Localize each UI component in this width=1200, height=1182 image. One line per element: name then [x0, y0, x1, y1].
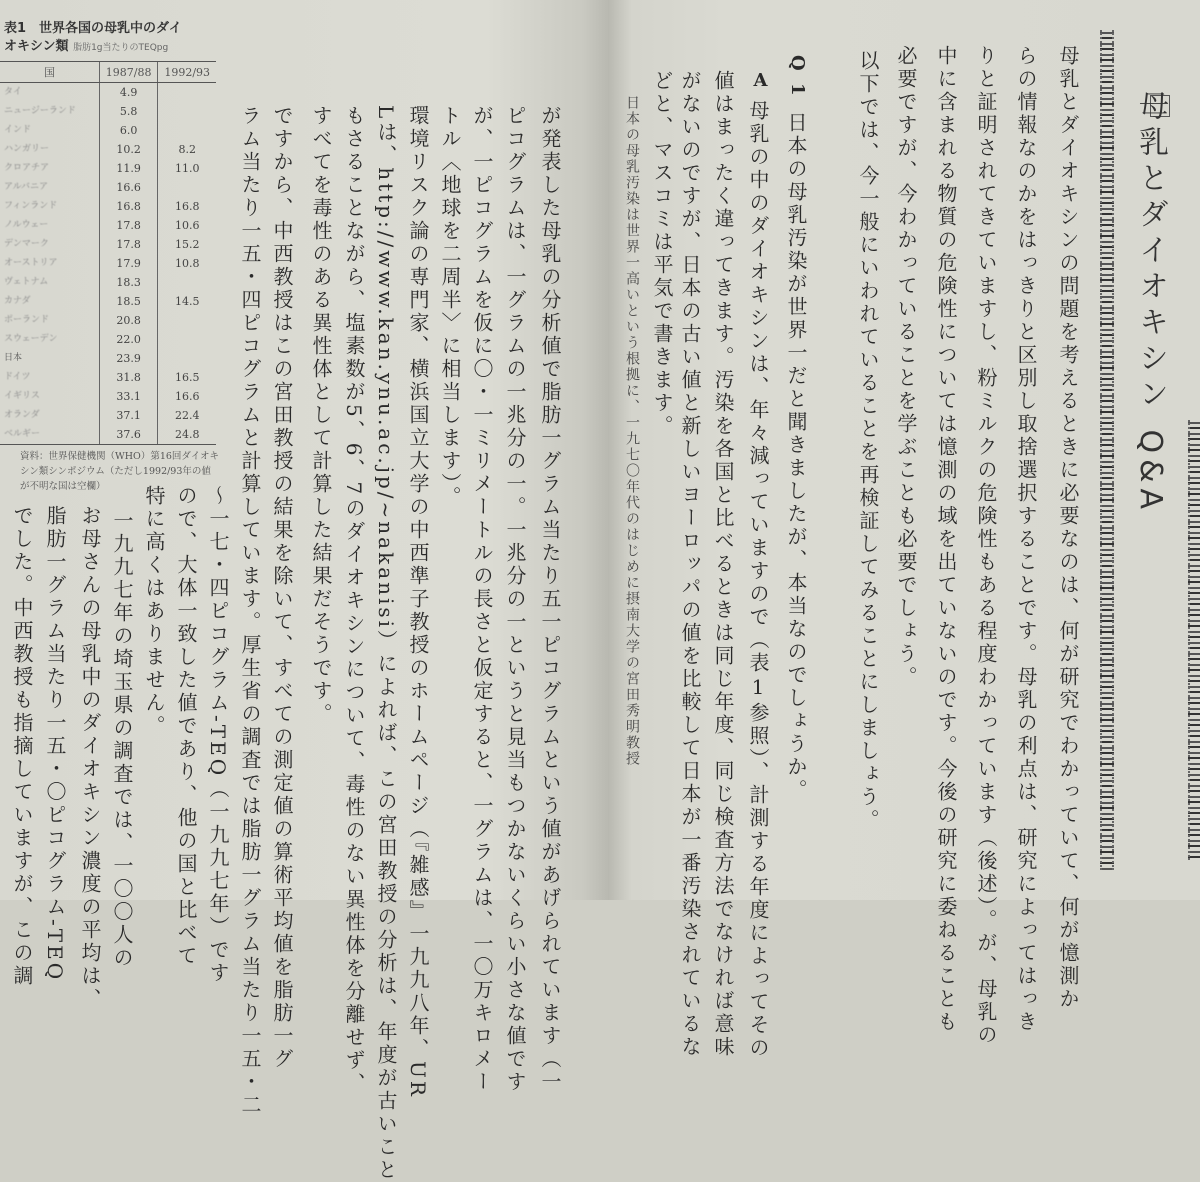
value-1992-93 [158, 121, 216, 140]
country-cell: ポーランド [4, 315, 50, 325]
intro-line-4: 中に含まれる物質の危険性については憶測の域を出ていないのです。今後の研究に委ねることも [934, 45, 958, 1034]
table-1 [0, 20, 230, 494]
value-1987-88: 23.9 [99, 349, 158, 368]
value-1992-93: 16.8 [158, 197, 216, 216]
value-1992-93 [158, 349, 216, 368]
value-1987-88: 17.8 [99, 216, 158, 235]
table-row [0, 292, 216, 311]
left-line-8: すべてを毒性のある異性体として計算した結果だそうです。 [309, 105, 333, 726]
value-1992-93: 8.2 [158, 140, 216, 159]
table-row [0, 387, 216, 406]
table-row [0, 235, 216, 254]
value-1987-88: 33.1 [99, 387, 158, 406]
left-line-14: 一九九七年の埼玉県の調査では、一〇〇人の [110, 510, 134, 970]
left-line-7: もさることながら、塩素数が5、6、7のダイオキシンについて、毒性のない異性体を分離せず、 [342, 105, 366, 1096]
intro-line-1: 母乳とダイオキシンの問題を考えるときに必要なのは、何が研究でわかっていて、何が憶測か [1056, 45, 1080, 1011]
left-line-1: が発表した母乳の分析値で脂肪一グラム当たり五一ピコグラムという値があげられています（一 [538, 105, 562, 1094]
country-cell: ニュージーランド [4, 106, 76, 116]
country-cell: タイ [4, 87, 22, 97]
table-row [0, 102, 216, 121]
country-cell: 日本 [4, 353, 23, 363]
left-line-12: ので、大体一致した値であり、他の国と比べて [174, 485, 198, 968]
table-row [0, 254, 216, 273]
country-cell: デンマーク [4, 239, 49, 249]
table-row [0, 83, 216, 103]
country-cell: スウェーデン [4, 334, 58, 344]
left-line-9: ですから、中西教授はこの宮田教授の結果を除いて、すべての測定値の算術平均値を脂肪一グ [270, 105, 294, 1071]
value-1992-93: 10.6 [158, 216, 216, 235]
intro-line-6: 以下では、今一般にいわれていることを再検証してみることにしましょう。 [856, 50, 880, 832]
value-1992-93: 10.8 [158, 254, 216, 273]
table-title-line-1: 表1 世界各国の母乳中のダイ [4, 21, 182, 36]
q1-question: 日本の母乳汚染が世界一だと聞きましたが、本当なのでしょうか。 [784, 112, 808, 802]
table-header-row [0, 62, 216, 83]
country-cell: ノルウェー [4, 220, 49, 230]
country-cell: オランダ [4, 410, 40, 420]
country-cell: カナダ [4, 296, 31, 306]
country-cell: オーストリア [4, 258, 58, 268]
table-row [0, 349, 216, 368]
left-line-16: 脂肪一グラム当たり一五・〇ピコグラム-TEQ [43, 505, 67, 983]
left-line-17: でした。中西教授も指摘していますが、この調 [10, 505, 34, 988]
value-1992-93: 22.4 [158, 406, 216, 425]
country-cell: アルバニア [4, 182, 49, 192]
table-title [0, 20, 230, 57]
value-1987-88: 11.9 [99, 159, 158, 178]
left-line-3: が、一ピコグラムを仮に〇・一ミリメートルの長さと仮定すると、一グラムは、一〇万キロメー [470, 105, 494, 1094]
chapter-title: 母乳とダイオキシン Q&A [1133, 90, 1168, 516]
table-row [0, 159, 216, 178]
value-1992-93: 24.8 [158, 425, 216, 445]
table-unit: 脂肪1g当たりのTEQpg [73, 43, 169, 53]
country-cell: インド [4, 125, 32, 135]
decorative-border-right [1188, 420, 1200, 860]
left-line-6-url: Lは、http://www.kan.ynu.ac.jp/~nakanisi）によれば、この宮田教授の分析は、年度が古いこと [374, 105, 398, 1182]
header-1992-93: 1992/93 [158, 62, 216, 83]
value-1992-93: 16.5 [158, 368, 216, 387]
value-1987-88: 18.5 [99, 292, 158, 311]
value-1987-88: 16.8 [99, 197, 158, 216]
value-1987-88: 4.9 [99, 83, 158, 103]
value-1987-88: 5.8 [99, 102, 158, 121]
a1-line-1: 母乳の中のダイオキシンは、年々減っていますので（表1参照）、計測する年度によってその [746, 100, 770, 1060]
value-1987-88: 17.8 [99, 235, 158, 254]
intro-line-5: 必要ですが、今わかっていることを学ぶことも必要でしょう。 [894, 45, 918, 689]
country-cell: ベルギー [0, 425, 99, 445]
country-cell: イギリス [4, 391, 40, 401]
table-title-line-2: オキシン類 [4, 39, 69, 54]
decorative-border-left [1100, 30, 1114, 870]
table-row [0, 178, 216, 197]
value-1987-88: 37.1 [99, 406, 158, 425]
country-cell: ヴェトナム [4, 277, 49, 287]
table-row [0, 330, 216, 349]
left-line-2: ピコグラムは、一グラムの一兆分の一。一兆分の一というと見当もつかないくらい小さな値です [503, 105, 527, 1094]
country-cell: ハンガリー [4, 144, 50, 154]
intro-line-3: りと証明されてきていますし、粉ミルクの危険性もある程度わかっています（後述）。が、母乳の [974, 45, 998, 1047]
value-1987-88: 6.0 [99, 121, 158, 140]
table-row [0, 121, 216, 140]
value-1992-93: 14.5 [158, 292, 216, 311]
value-1992-93 [158, 178, 216, 197]
left-line-13: 特に高くはありません。 [142, 485, 166, 738]
table-source-note: 資料：世界保健機関（WHO）第16回ダイオキシン類シンポジウム（ただし1992/93年の値が不明な国は空欄） [20, 451, 219, 492]
value-1987-88: 31.8 [99, 368, 158, 387]
value-1992-93 [158, 83, 216, 103]
q1-label: Q 1 [787, 55, 808, 99]
a1-line-4: どと、マスコミは平気で書きます。 [650, 70, 674, 438]
table-row [0, 140, 216, 159]
value-1992-93: 15.2 [158, 235, 216, 254]
a1-line-2: 値はまったく違ってきます。汚染を各国と比べるときは同じ年度、同じ検査方法でなければ意味 [711, 70, 735, 1059]
left-line-4: トル〈地球を二周半〉に相当します）。 [438, 105, 462, 509]
value-1992-93 [158, 311, 216, 330]
value-1987-88: 16.6 [99, 178, 158, 197]
value-1992-93: 16.6 [158, 387, 216, 406]
value-1987-88: 37.6 [99, 425, 158, 445]
value-1987-88: 22.0 [99, 330, 158, 349]
dioxin-table [0, 61, 216, 445]
table-row [0, 425, 216, 445]
a1-note: 日本の母乳汚染は世界一高いという根拠に、一九七〇年代のはじめに摂南大学の宮田秀明教授 [624, 95, 640, 767]
table-row [0, 311, 216, 330]
left-line-15: お母さんの母乳中のダイオキシン濃度の平均は、 [78, 505, 102, 1011]
value-1992-93 [158, 102, 216, 121]
left-line-5: 環境リスク論の専門家、横浜国立大学の中西準子教授のホームページ（『雑感』一九九八年、UR [406, 105, 430, 1099]
table-row [0, 197, 216, 216]
a1-line-3: がないのですが、日本の古い値と新しいヨーロッパの値を比較して日本が一番汚染されているな [678, 70, 702, 1059]
intro-line-2: らの情報なのかをはっきりと区別し取捨選択することです。母乳の利点は、研究によってはっき [1014, 45, 1038, 1034]
value-1992-93 [158, 273, 216, 292]
value-1987-88: 20.8 [99, 311, 158, 330]
value-1987-88: 10.2 [99, 140, 158, 159]
value-1992-93: 11.0 [158, 159, 216, 178]
table-row [0, 216, 216, 235]
left-line-11: 〜一七・四ピコグラム-TEQ（一九九七年）です [206, 485, 230, 986]
table-row [0, 368, 216, 387]
header-country: 国 [0, 62, 99, 83]
left-line-10: ラム当たり一五・四ピコグラムと計算しています。厚生省の調査では脂肪一グラム当たり一五・二 [238, 105, 262, 1117]
table-row [0, 273, 216, 292]
header-1987-88: 1987/88 [99, 62, 158, 83]
value-1992-93 [158, 330, 216, 349]
country-cell: ドイツ [4, 372, 31, 382]
value-1987-88: 18.3 [99, 273, 158, 292]
a1-label: A [750, 70, 771, 94]
value-1987-88: 17.9 [99, 254, 158, 273]
country-cell: フィンランド [4, 201, 58, 211]
country-cell: クロアチア [4, 163, 50, 173]
table-row [0, 406, 216, 425]
